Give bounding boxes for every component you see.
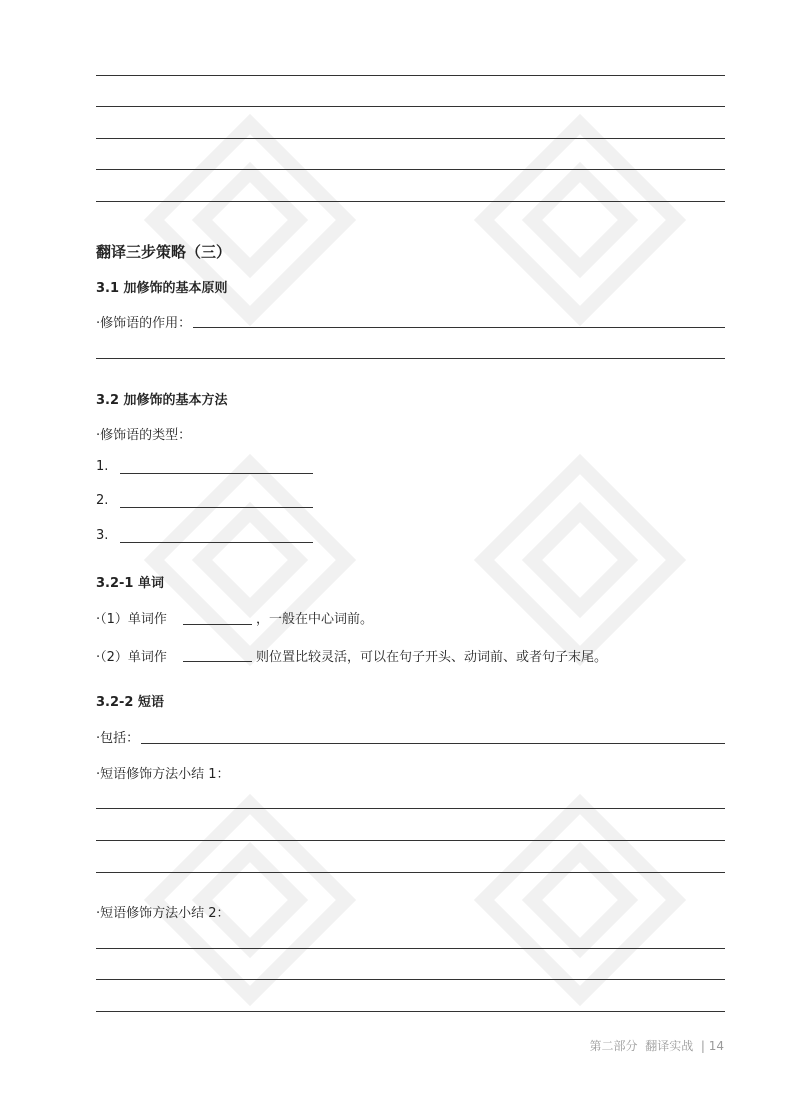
type-answer-line-3[interactable] — [120, 542, 313, 543]
subsection-heading: 3.1 加修饰的基本原则 — [96, 281, 228, 296]
answer-line[interactable] — [96, 169, 725, 170]
word-rule-2-blank[interactable] — [183, 661, 252, 662]
word-rule-1-suffix: ，一般在中心词前。 — [256, 612, 374, 627]
watermark-logo — [130, 100, 370, 340]
watermark-logo — [460, 780, 700, 1020]
answer-line[interactable] — [96, 358, 725, 359]
subsection-heading: 3.2-2 短语 — [96, 695, 164, 710]
page-footer — [590, 1037, 724, 1054]
subsection-heading: 3.2-1 单词 — [96, 576, 164, 591]
section-title: 翻译三步策略（三） — [96, 243, 232, 261]
include-label: ·包括： — [96, 731, 140, 746]
watermark-logo — [460, 100, 700, 340]
role-label: ·修饰语的作用： — [96, 316, 192, 331]
word-rule-2-suffix: 则位置比较灵活，可以在句子开头、动词前、或者句子末尾。 — [256, 650, 608, 665]
page-number: 14 — [708, 1039, 724, 1053]
footer-title: 翻译实战 — [645, 1039, 694, 1053]
answer-line[interactable] — [96, 808, 725, 809]
word-rule-2-prefix: ·（2）单词作 — [96, 650, 167, 665]
type-answer-line-1[interactable] — [120, 473, 313, 474]
word-rule-1-blank[interactable] — [183, 624, 252, 625]
watermark-logo — [130, 780, 370, 1020]
types-label: ·修饰语的类型： — [96, 428, 192, 443]
type-answer-line-2[interactable] — [120, 507, 313, 508]
answer-line[interactable] — [96, 840, 725, 841]
answer-line[interactable] — [96, 979, 725, 980]
summary-1-label: ·短语修饰方法小结 1： — [96, 767, 230, 782]
subsection-heading: 3.2 加修饰的基本方法 — [96, 393, 228, 408]
answer-line[interactable] — [96, 1011, 725, 1012]
footer-separator: | — [700, 1039, 705, 1053]
answer-line[interactable] — [96, 872, 725, 873]
answer-line[interactable] — [96, 201, 725, 202]
answer-line[interactable] — [96, 75, 725, 76]
list-item-number: 3. — [96, 528, 109, 543]
list-item-number: 1. — [96, 459, 109, 474]
summary-2-label: ·短语修饰方法小结 2： — [96, 906, 230, 921]
watermark-logo — [460, 440, 700, 680]
role-answer-line[interactable] — [193, 327, 725, 328]
answer-line[interactable] — [96, 948, 725, 949]
answer-line[interactable] — [96, 106, 725, 107]
answer-line[interactable] — [96, 138, 725, 139]
list-item-number: 2. — [96, 493, 109, 508]
word-rule-1-prefix: ·（1）单词作 — [96, 612, 167, 627]
watermark-logo — [130, 440, 370, 680]
footer-part: 第二部分 — [589, 1039, 638, 1053]
include-answer-line[interactable] — [141, 743, 725, 744]
